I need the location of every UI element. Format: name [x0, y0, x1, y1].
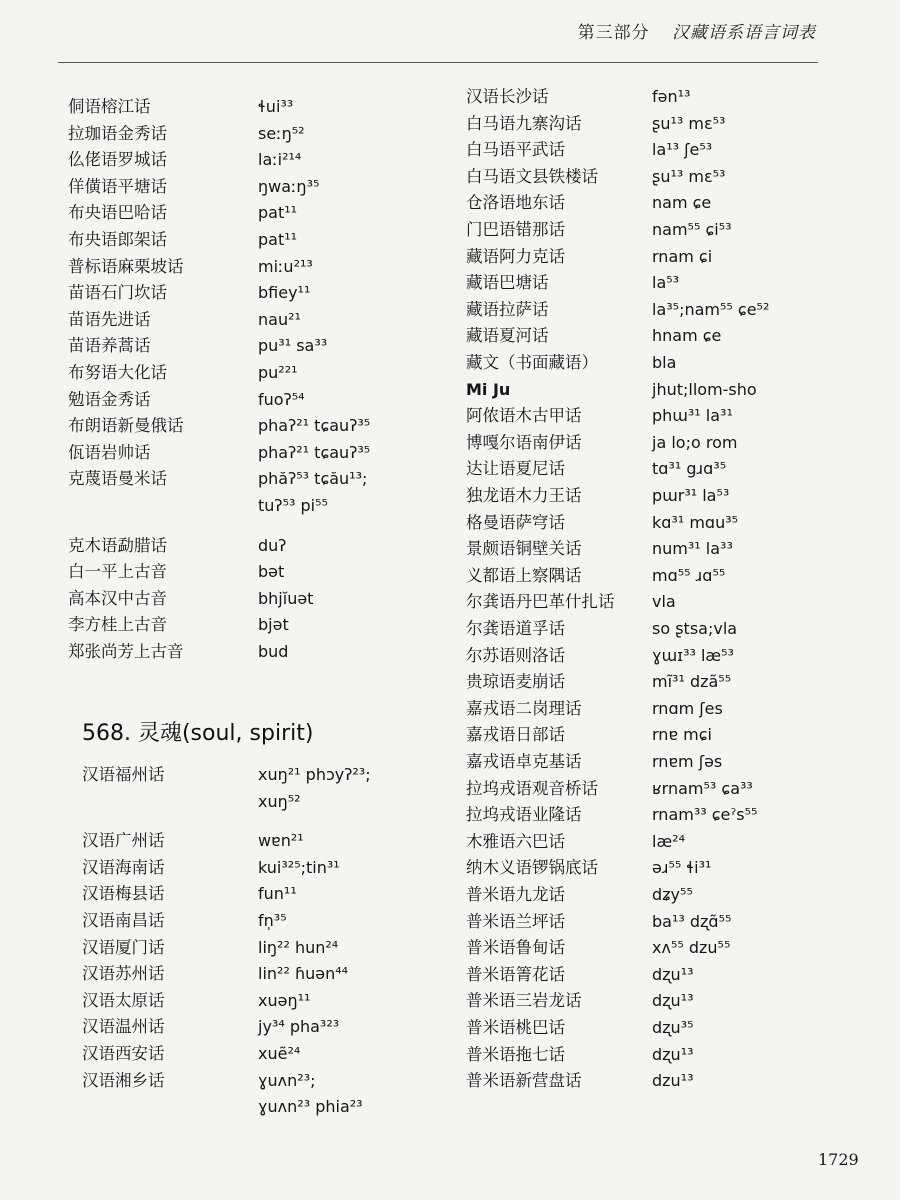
language-name: 贵琼语麦崩话	[466, 672, 565, 692]
language-name: 仓洛语地东话	[466, 193, 565, 213]
pronunciation: xuŋ²¹ phɔyʔ²³;	[258, 765, 371, 784]
language-name: 佤语岩帅话	[68, 442, 151, 462]
entry-row	[68, 121, 498, 147]
language-name: 布央语巴哈话	[68, 203, 167, 223]
language-name: 汉语南昌话	[82, 911, 165, 930]
entry-row	[466, 589, 892, 615]
pronunciation: dʐu¹³	[652, 964, 694, 984]
entry-row	[466, 244, 892, 270]
entry-row	[466, 722, 892, 748]
language-name: 汉语长沙话	[466, 87, 549, 106]
entry-row	[82, 789, 498, 815]
language-name: 侗语榕江话	[68, 97, 151, 116]
pronunciation: hnam ɕe	[652, 326, 722, 346]
language-name: 普米语拖七话	[466, 1044, 565, 1064]
entry-row	[466, 456, 892, 482]
language-name: 汉语太原话	[82, 990, 165, 1010]
language-name: 汉语湘乡话	[82, 1070, 165, 1090]
language-name: 汉语厦门话	[82, 937, 165, 957]
pronunciation: dʐu¹³	[652, 1044, 694, 1064]
language-name: 拉珈语金秀话	[68, 123, 167, 143]
pronunciation: bud	[258, 642, 289, 661]
pronunciation: la³⁵;nam⁵⁵ ɕe⁵²	[652, 299, 770, 319]
entry-row	[466, 669, 892, 695]
language-name: 克蔑语曼米话	[68, 469, 167, 489]
entry-row	[68, 174, 498, 200]
entry-row	[68, 612, 498, 638]
pronunciation: rnam ɕi	[652, 246, 713, 266]
pronunciation: phaʔ²¹ tɕauʔ³⁵	[258, 442, 371, 462]
entry-row	[68, 360, 498, 386]
pronunciation: fuoʔ⁵⁴	[258, 389, 305, 409]
pronunciation: ʁrnam⁵³ ɕa³³	[652, 778, 753, 798]
pronunciation: nam⁵⁵ ɕi⁵³	[652, 220, 732, 239]
entry-row	[466, 483, 892, 509]
pronunciation: pat¹¹	[258, 203, 298, 223]
language-name: 尔苏语则洛话	[466, 645, 565, 665]
language-name: 独龙语木力王话	[466, 486, 582, 505]
language-name: 藏语巴塘话	[466, 273, 549, 293]
pronunciation: xuəŋ¹¹	[258, 990, 311, 1010]
entry-row	[68, 333, 498, 359]
entry-row	[466, 377, 892, 403]
language-name: 拉坞戎语观音桥话	[466, 778, 598, 798]
language-name: 汉语西安话	[82, 1044, 165, 1063]
pronunciation: xuŋ⁵²	[258, 791, 301, 811]
language-name: 郑张尚芳上古音	[68, 642, 184, 661]
entry-row	[466, 270, 892, 296]
entry-row	[466, 190, 892, 216]
header-rule	[58, 62, 818, 63]
language-name: 汉语福州话	[82, 765, 165, 784]
language-name: 布朗语新曼俄话	[68, 416, 184, 436]
entry-row	[68, 586, 498, 612]
language-name: 苗语养蒿话	[68, 336, 151, 356]
entry-row	[466, 882, 892, 908]
pronunciation: fn̩³⁵	[258, 911, 287, 930]
language-name: 白马语九寨沟话	[466, 113, 582, 133]
pronunciation: ba¹³ dʐɑ̃⁵⁵	[652, 911, 732, 931]
language-name: 尔龚语道孚话	[466, 619, 565, 638]
pronunciation: duʔ	[258, 535, 287, 555]
language-name: 纳木义语锣锅底话	[466, 858, 598, 878]
language-name: 普米语兰坪话	[466, 911, 565, 931]
entry-row	[466, 1068, 892, 1094]
language-name: 汉语梅县话	[82, 884, 165, 904]
pronunciation: phaʔ²¹ tɕauʔ³⁵	[258, 416, 371, 436]
entry-row	[466, 350, 892, 376]
entry-row	[466, 111, 892, 137]
language-name: 汉语海南话	[82, 857, 165, 877]
pronunciation: jy³⁴ pha³²³	[258, 1017, 340, 1037]
language-name: 李方桂上古音	[68, 615, 167, 635]
pronunciation: jhut;llom-sho	[652, 379, 757, 399]
entry-row	[82, 1068, 498, 1094]
pronunciation: bfiey¹¹	[258, 283, 311, 303]
language-name: Mi Ju	[466, 379, 511, 399]
language-name: 克木语勐腊话	[68, 535, 167, 555]
pronunciation: num³¹ la³³	[652, 539, 733, 559]
entry-row	[68, 413, 498, 439]
page-number: 1729	[818, 1150, 859, 1169]
pronunciation: mɑ⁵⁵ ɹɑ⁵⁵	[652, 565, 726, 585]
pronunciation: læ²⁴	[652, 831, 685, 851]
entry-row	[466, 962, 892, 988]
pronunciation: nau²¹	[258, 309, 301, 329]
language-name: 勉语金秀话	[68, 389, 151, 409]
language-name: 普米语新营盘话	[466, 1071, 582, 1091]
language-name: 布努语大化话	[68, 363, 167, 382]
section-heading: 568. 灵魂(soul, spirit)	[82, 721, 314, 746]
entry-row	[466, 510, 892, 536]
pronunciation: dʑy⁵⁵	[652, 885, 693, 904]
pronunciation: bət	[258, 562, 285, 582]
pronunciation: bhjĭuət	[258, 588, 314, 608]
language-name: 普米语鲁甸话	[466, 938, 565, 958]
language-name: 藏文（书面藏语）	[466, 353, 598, 372]
pronunciation: la⁵³	[652, 273, 680, 293]
pronunciation: la¹³ ʃe⁵³	[652, 140, 713, 160]
entry-row	[466, 776, 892, 802]
pronunciation: ja lo;o rom	[652, 432, 738, 452]
entry-row	[82, 961, 498, 987]
language-name: 嘉戎语卓克基话	[466, 752, 582, 771]
entry-row	[82, 881, 498, 907]
language-name: 藏语阿力克话	[466, 246, 565, 266]
header-part: 第三部分	[577, 23, 650, 43]
entry-row	[68, 280, 498, 306]
pronunciation: seːŋ⁵²	[258, 123, 305, 143]
pronunciation: kɑ³¹ mɑu³⁵	[652, 512, 739, 532]
language-name: 白马语文县铁楼话	[466, 166, 598, 186]
entry-row	[466, 616, 892, 642]
entry-row	[466, 323, 892, 349]
language-name: 高本汉中古音	[68, 588, 167, 608]
pronunciation: nam ɕe	[652, 193, 712, 213]
language-name: 普米语箐花话	[466, 964, 565, 984]
entry-row	[68, 254, 498, 280]
pronunciation: laːi²¹⁴	[258, 150, 302, 170]
entry-row	[466, 217, 892, 243]
entry-row	[68, 440, 498, 466]
language-name: 汉语广州话	[82, 831, 165, 851]
pronunciation: lin²² ɦuən⁴⁴	[258, 964, 349, 984]
pronunciation: dʐu¹³	[652, 991, 694, 1011]
pronunciation: wɐn²¹	[258, 831, 304, 851]
entry-row	[82, 908, 498, 934]
entry-row	[466, 802, 892, 828]
entry-row	[68, 94, 498, 120]
language-name: 佯僙语平塘话	[68, 176, 167, 196]
entry-row	[466, 696, 892, 722]
entry-row	[466, 563, 892, 589]
entry-row	[68, 559, 498, 585]
entry-row	[466, 909, 892, 935]
entry-row	[82, 762, 498, 788]
language-name: 布央语郎架话	[68, 230, 167, 249]
pronunciation: ɬui³³	[258, 97, 294, 116]
pronunciation: əɹ⁵⁵ ɬi³¹	[652, 858, 712, 878]
language-name: 尔龚语丹巴革什扎话	[466, 592, 615, 612]
header-title: 汉藏语系语言词表	[672, 23, 816, 43]
entry-row	[68, 200, 498, 226]
pronunciation: tuʔ⁵³ pi⁵⁵	[258, 496, 328, 515]
entry-row	[82, 1041, 498, 1067]
language-name: 阿侬语木古甲话	[466, 406, 582, 426]
pronunciation: vla	[652, 592, 676, 612]
entry-row	[466, 935, 892, 961]
language-name: 汉语温州话	[82, 1017, 165, 1037]
language-name: 拉坞戎语业隆话	[466, 805, 582, 825]
entry-row	[68, 227, 498, 253]
entry-row	[466, 137, 892, 163]
pronunciation: miːu²¹³	[258, 256, 313, 276]
language-name: 普米语桃巴话	[466, 1018, 565, 1037]
pronunciation: fən¹³	[652, 87, 691, 106]
running-header	[578, 18, 816, 43]
entry-row	[466, 536, 892, 562]
entry-row	[466, 988, 892, 1014]
entry-row	[466, 403, 892, 429]
entry-row	[68, 307, 498, 333]
entry-row	[466, 84, 892, 110]
pronunciation: mĩ³¹ dzã⁵⁵	[652, 672, 732, 692]
entry-row	[466, 430, 892, 456]
pronunciation: xʌ⁵⁵ dzu⁵⁵	[652, 938, 731, 958]
entry-row	[466, 164, 892, 190]
language-name: 白马语平武话	[466, 140, 565, 160]
language-name: 嘉戎语二岗理话	[466, 698, 582, 718]
pronunciation: ɣuʌn²³ phia²³	[258, 1097, 363, 1117]
entry-row	[466, 1015, 892, 1041]
language-name: 景颇语铜壁关话	[466, 539, 582, 559]
language-name: 汉语苏州话	[82, 964, 165, 984]
entry-row	[82, 935, 498, 961]
pronunciation: ŋwaːŋ³⁵	[258, 176, 320, 196]
language-name: 普米语九龙话	[466, 885, 565, 904]
pronunciation: rnam³³ ɕeˀs⁵⁵	[652, 805, 758, 825]
entry-row	[68, 533, 498, 559]
pronunciation: bla	[652, 353, 677, 372]
pronunciation: rnɑm ʃes	[652, 698, 723, 718]
entry-row	[466, 855, 892, 881]
language-name: 门巴语错那话	[466, 220, 565, 239]
pronunciation: pɯr³¹ la⁵³	[652, 486, 730, 505]
entry-row	[82, 1094, 498, 1120]
entry-row	[68, 466, 498, 492]
language-name: 苗语先进话	[68, 309, 151, 329]
language-name: 博嘎尔语南伊话	[466, 432, 582, 452]
pronunciation: pu²²¹	[258, 363, 298, 382]
language-name: 格曼语萨穹话	[466, 512, 565, 532]
pronunciation: pu³¹ sa³³	[258, 336, 328, 356]
language-name: 义都语上察隅话	[466, 565, 582, 585]
language-name: 木雅语六巴话	[466, 831, 565, 851]
entry-row	[82, 988, 498, 1014]
pronunciation: fun¹¹	[258, 884, 297, 904]
entry-row	[466, 643, 892, 669]
entry-row	[466, 1042, 892, 1068]
pronunciation: pat¹¹	[258, 230, 298, 249]
language-name: 普标语麻栗坡话	[68, 256, 184, 276]
entry-row	[68, 147, 498, 173]
entry-row	[466, 749, 892, 775]
pronunciation: rnɐm ʃəs	[652, 752, 723, 771]
pronunciation: so ʂtsa;vla	[652, 619, 738, 638]
language-name: 嘉戎语日部话	[466, 725, 565, 745]
entry-row	[466, 297, 892, 323]
entry-row	[68, 639, 498, 665]
language-name: 达让语夏尼话	[466, 459, 565, 479]
language-name: 仫佬语罗城话	[68, 150, 167, 170]
entry-row	[68, 493, 498, 519]
pronunciation: xuẽ²⁴	[258, 1044, 301, 1063]
pronunciation: dʐu³⁵	[652, 1018, 694, 1037]
language-name: 白一平上古音	[68, 562, 167, 582]
entry-row	[82, 828, 498, 854]
pronunciation: ʂu¹³ mɛ⁵³	[652, 166, 726, 186]
pronunciation: phɯ³¹ la³¹	[652, 406, 733, 426]
entry-row	[82, 855, 498, 881]
entry-row	[466, 829, 892, 855]
pronunciation: kui³²⁵;tin³¹	[258, 857, 340, 877]
pronunciation: phăʔ⁵³ tɕău¹³;	[258, 469, 368, 489]
pronunciation: tɑ³¹ gɹɑ³⁵	[652, 459, 727, 479]
pronunciation: dzu¹³	[652, 1071, 694, 1091]
entry-row	[82, 1014, 498, 1040]
pronunciation: ʂu¹³ mɛ⁵³	[652, 113, 726, 133]
language-name: 苗语石门坎话	[68, 283, 167, 303]
pronunciation: rnɐ mɕi	[652, 725, 712, 745]
language-name: 藏语拉萨话	[466, 299, 549, 319]
entry-row	[68, 387, 498, 413]
pronunciation: ɣɯɪ³³ læ⁵³	[652, 645, 734, 665]
language-name: 普米语三岩龙话	[466, 991, 582, 1011]
pronunciation: ɣuʌn²³;	[258, 1070, 316, 1090]
pronunciation: liŋ²² hun²⁴	[258, 937, 339, 957]
language-name: 藏语夏河话	[466, 326, 549, 346]
pronunciation: bjət	[258, 615, 289, 635]
